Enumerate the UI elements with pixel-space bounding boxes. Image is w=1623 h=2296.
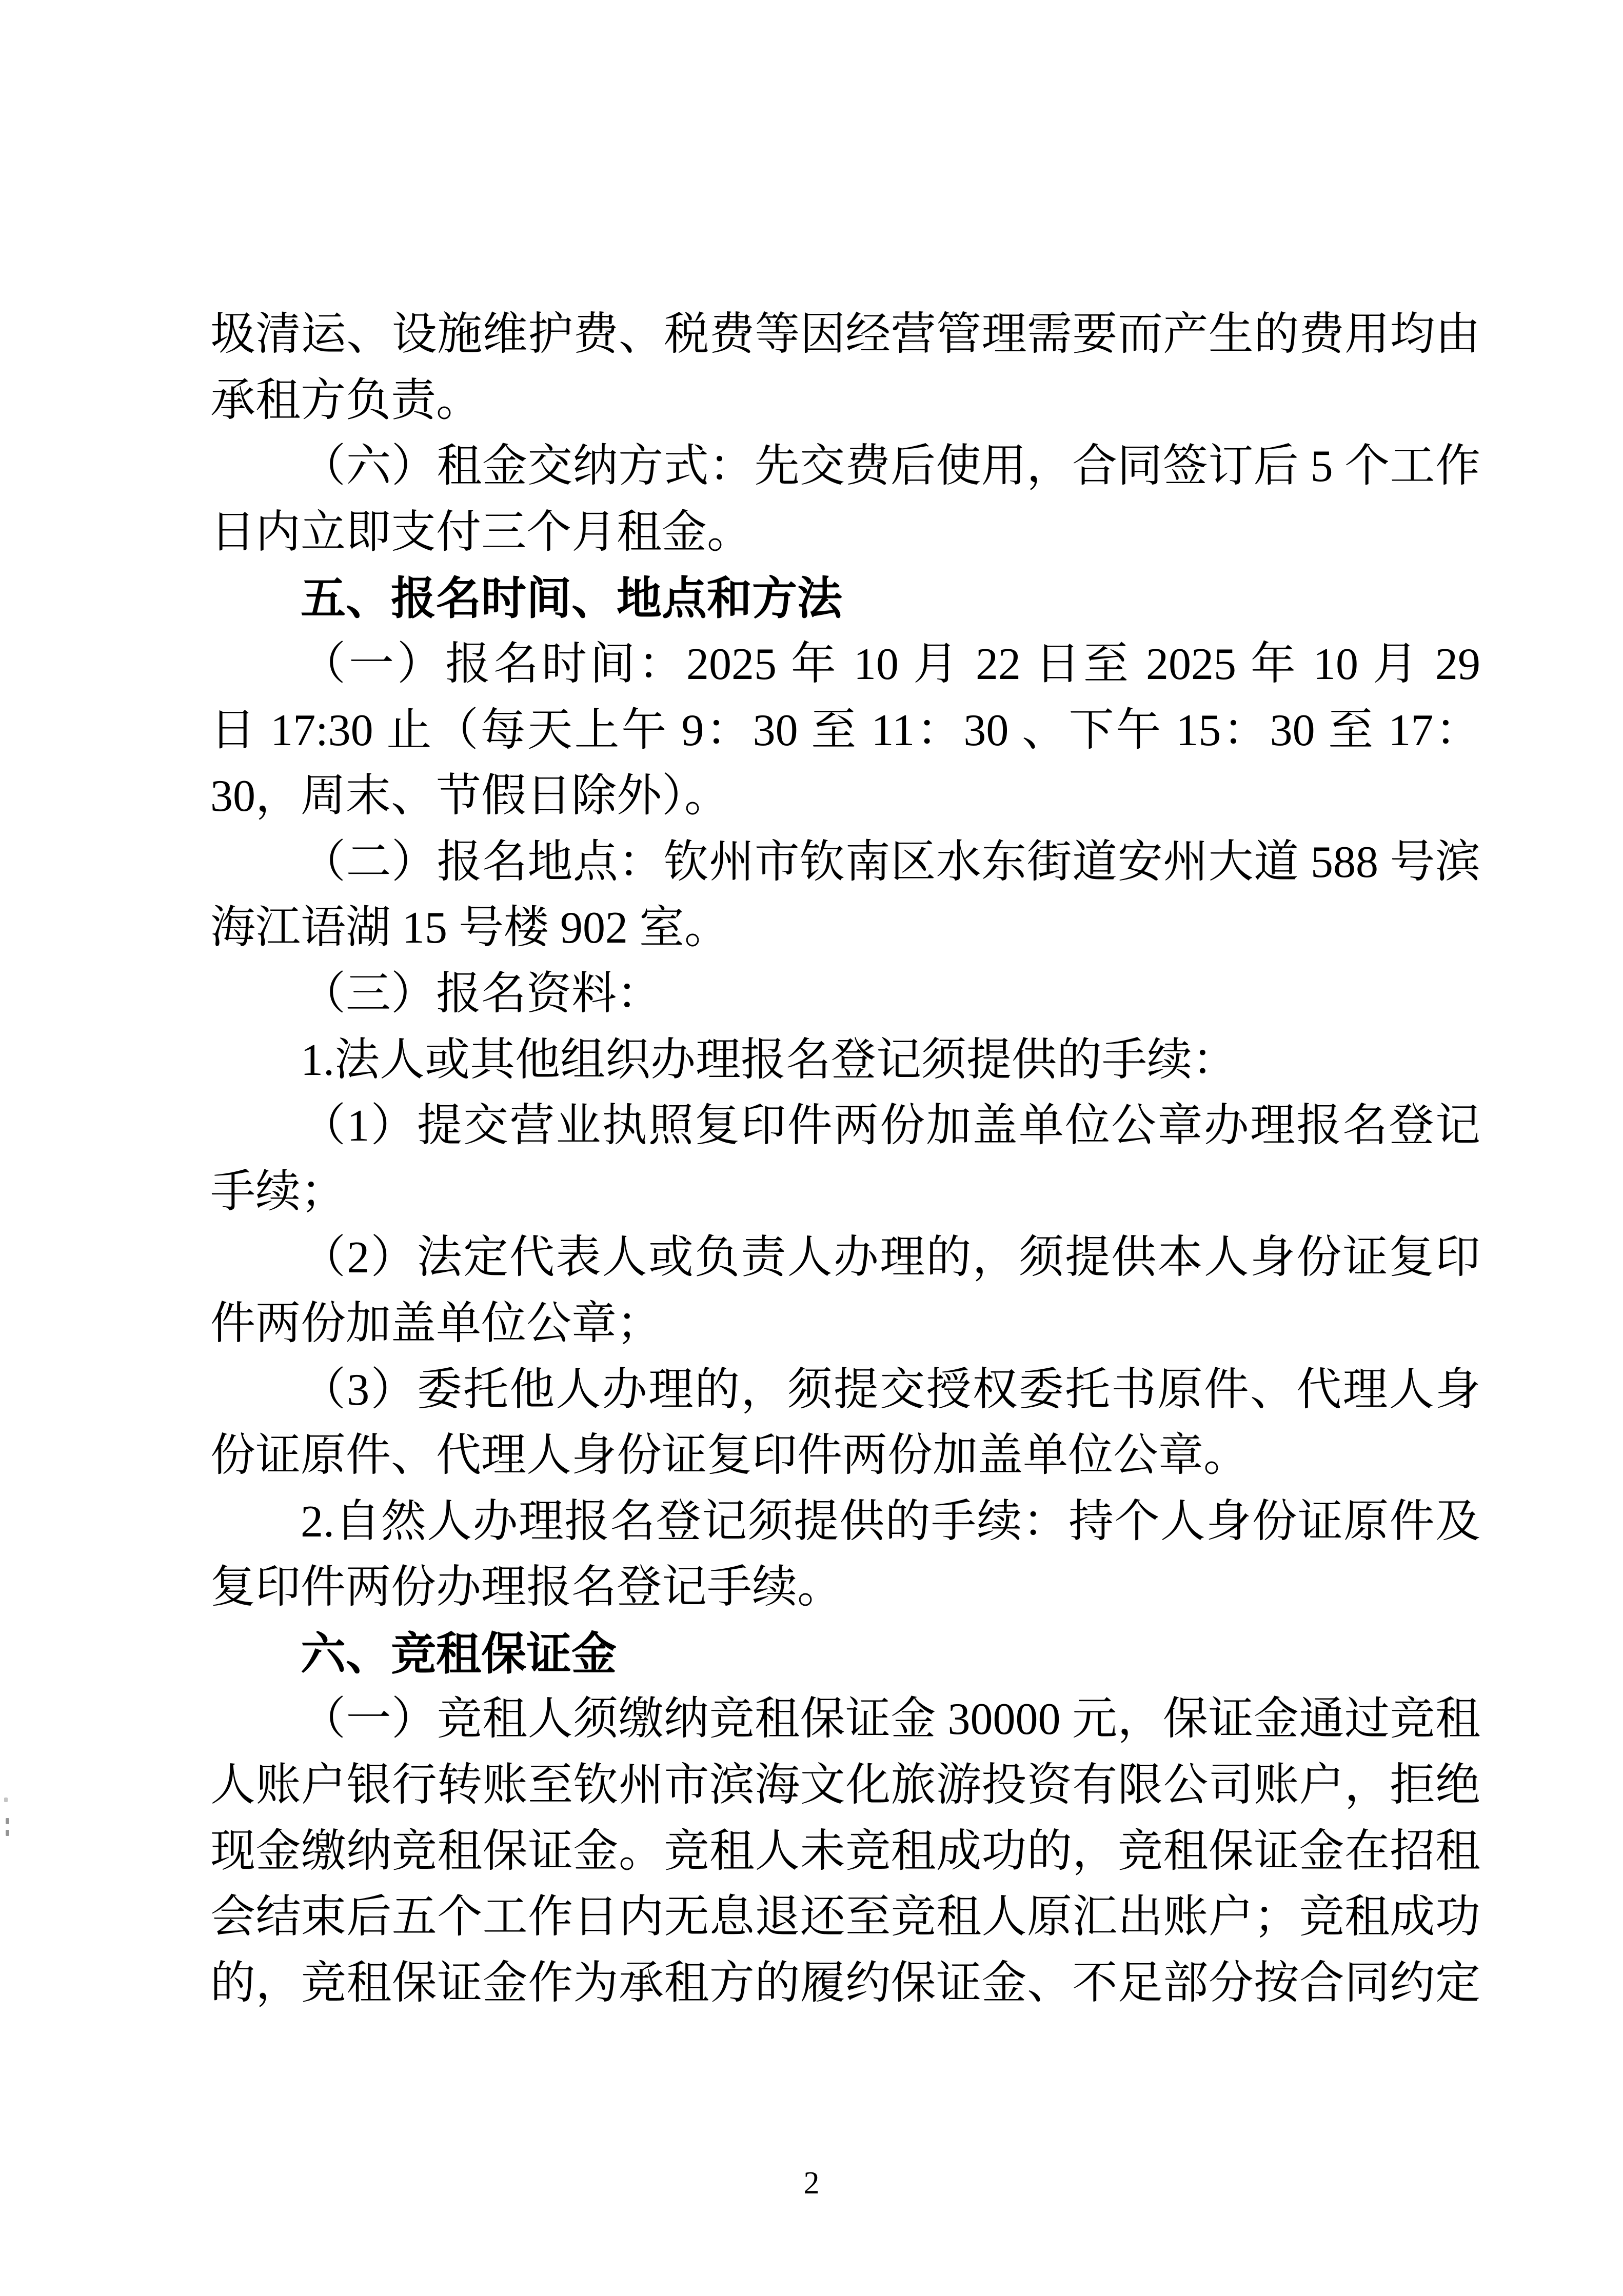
text-line: （3）委托他人办理的，须提交授权委托书原件、代理人身 [301,1365,1480,1415]
scan-artifact-speck [4,1798,8,1802]
text-line: （二）报名地点：钦州市钦南区水东街道安州大道 588 号滨 [301,837,1480,887]
text-line: 会结束后五个工作日内无息退还至竞租人原汇出账户；竞租成功 [210,1892,1480,1943]
text-line: 手续； [210,1167,346,1217]
text-line: 份证原件、代理人身份证复印件两份加盖单位公章。 [210,1431,1249,1481]
text-line: 2.自然人办理报名登记须提供的手续：持个人身份证原件及 [301,1496,1480,1547]
text-line: 日 17:30 止（每天上午 9：30 至 11：30 、下午 15：30 至 17： [210,705,1480,755]
text-line: 件两份加盖单位公章； [210,1299,662,1349]
scan-artifact-speck [6,1818,9,1824]
scan-artifact-speck [6,1830,9,1836]
text-line: （1）提交营业执照复印件两份加盖单位公章办理报名登记 [301,1101,1480,1151]
text-line: 现金缴纳竞租保证金。竞租人未竞租成功的，竞租保证金在招租 [210,1826,1480,1876]
text-line: 复印件两份办理报名登记手续。 [210,1563,843,1613]
heading-line: 六、竞租保证金 [301,1628,617,1679]
text-line: 圾清运、设施维护费、税费等因经营管理需要而产生的费用均由 [210,310,1480,360]
text-line: （六）租金交纳方式：先交费后使用，合同签订后 5 个工作 [301,442,1480,492]
text-line: 人账户银行转账至钦州市滨海文化旅游投资有限公司账户，拒绝 [210,1761,1480,1811]
document-body [210,302,1480,2017]
text-line: 1.法人或其他组织办理报名登记须提供的手续： [301,1035,1238,1085]
page-footer [0,2165,1623,2202]
text-line: 日内立即支付三个月租金。 [210,507,753,557]
heading-line: 五、报名时间、地点和方法 [301,573,843,624]
text-line: 30，周末、节假日除外）。 [210,771,730,822]
text-line: 海江语湖 15 号楼 902 室。 [210,903,730,953]
text-line: （2）法定代表人或负责人办理的，须提供本人身份证复印 [301,1233,1480,1283]
page-number: 2 [803,2166,820,2201]
text-line: （三）报名资料： [301,969,662,1019]
text-line: （一）竞租人须缴纳竞租保证金 30000 元，保证金通过竞租 [301,1694,1480,1745]
text-line: 的，竞租保证金作为承租方的履约保证金、不足部分按合同约定 [210,1958,1480,2008]
text-line: 承租方负责。 [210,375,482,426]
text-line: （一）报名时间：2025 年 10 月 22 日至 2025 年 10 月 29 [301,639,1480,689]
